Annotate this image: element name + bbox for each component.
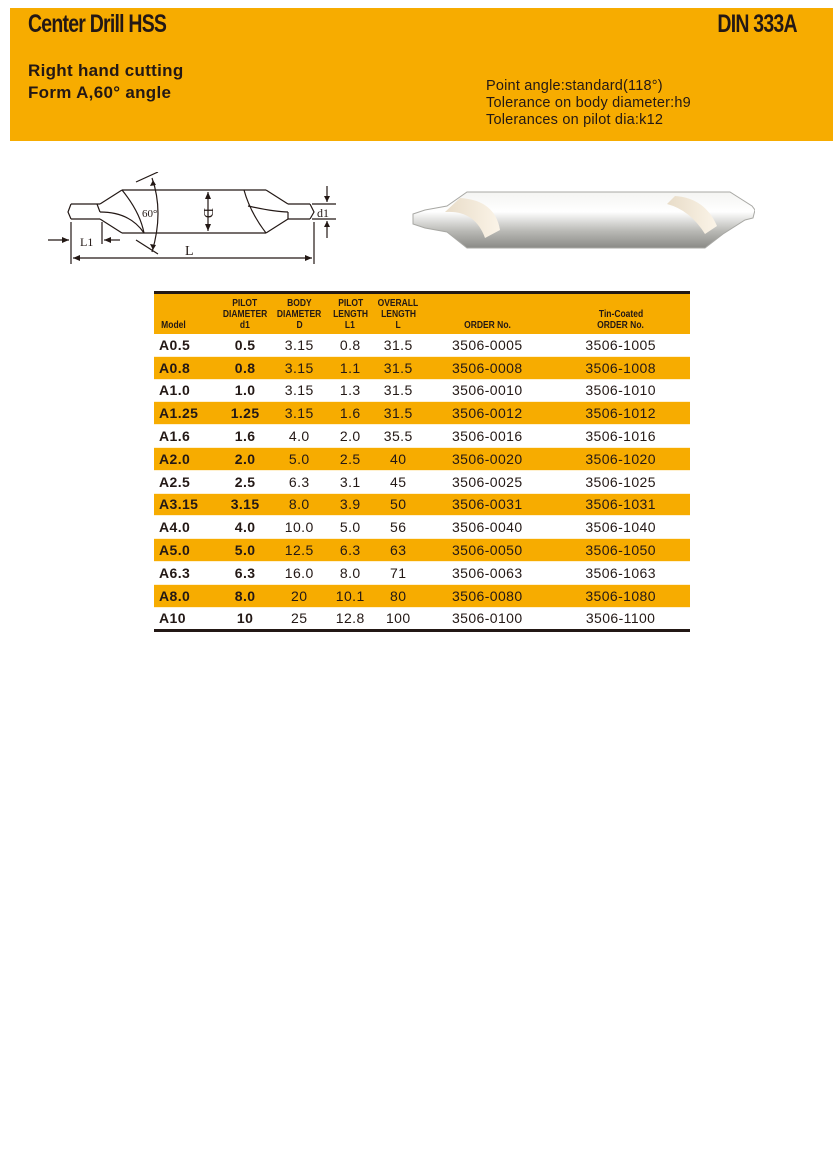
cell-overall-length: 31.5	[373, 402, 423, 425]
table-row	[154, 516, 690, 539]
cell-pilot-diameter: 8.0	[219, 584, 271, 607]
spec-line: Point angle:standard(118°)	[486, 78, 663, 94]
cell-order-no: 3506-0012	[423, 402, 551, 425]
cell-model: A6.3	[159, 564, 191, 581]
angle-label: 60°	[142, 208, 158, 220]
cell-model: A2.5	[159, 473, 191, 490]
cell-pilot-length: 1.1	[327, 356, 373, 379]
spec-line: Tolerances on pilot dia:k12	[486, 112, 664, 128]
pilot-length-label: L1	[80, 235, 94, 249]
cell-model: A0.8	[154, 356, 219, 379]
table-row	[154, 493, 690, 516]
body-diameter-label: D	[200, 208, 215, 219]
cell-order-no: 3506-0010	[451, 382, 523, 399]
table-row	[154, 561, 690, 584]
cell-overall-length: 40	[373, 447, 423, 470]
cell-pilot-length: 2.0	[339, 428, 361, 445]
col-header-model: Model	[154, 293, 219, 335]
cell-model: A5.0	[154, 539, 219, 562]
pilot-diameter-label: d1	[317, 206, 329, 220]
table-row	[154, 402, 690, 425]
cell-overall-length: 80	[373, 584, 423, 607]
cell-order-no: 3506-0080	[423, 584, 551, 607]
cell-pilot-diameter: 10	[236, 610, 254, 627]
col-header-body-diameter: BODY DIAMETER D	[271, 293, 327, 335]
cell-pilot-diameter: 1.6	[234, 428, 256, 445]
cell-overall-length: 35.5	[383, 428, 413, 445]
product-photo	[405, 190, 755, 250]
cell-overall-length: 50	[373, 493, 423, 516]
cell-tin-order-no: 3506-1040	[585, 519, 656, 536]
cell-pilot-length: 2.5	[327, 447, 373, 470]
table-row	[154, 584, 690, 607]
cell-tin-order-no: 3506-1005	[585, 336, 656, 353]
cell-tin-order-no: 3506-1008	[551, 356, 690, 379]
cell-pilot-diameter: 3.15	[219, 493, 271, 516]
technical-drawing	[40, 172, 340, 272]
cell-body-diameter: 6.3	[288, 473, 310, 490]
cell-pilot-length: 10.1	[327, 584, 373, 607]
cell-overall-length: 31.5	[373, 356, 423, 379]
cell-tin-order-no: 3506-1025	[585, 473, 656, 490]
table-header-row	[154, 293, 690, 335]
cell-order-no: 3506-0008	[423, 356, 551, 379]
cell-model: A1.6	[159, 428, 191, 445]
cell-order-no: 3506-0063	[451, 564, 523, 581]
cell-pilot-diameter: 0.8	[219, 356, 271, 379]
table-row	[154, 539, 690, 562]
cell-pilot-length: 3.9	[327, 493, 373, 516]
cell-pilot-diameter: 5.0	[219, 539, 271, 562]
cell-order-no: 3506-0025	[451, 473, 523, 490]
cell-pilot-diameter: 2.5	[234, 473, 256, 490]
cell-overall-length: 56	[390, 519, 407, 536]
cell-pilot-length: 8.0	[339, 564, 361, 581]
table-row	[154, 470, 690, 493]
table-row	[154, 356, 690, 379]
cell-order-no: 3506-0005	[451, 336, 523, 353]
spec-notes	[486, 78, 691, 129]
cell-model: A10	[159, 610, 186, 627]
cell-body-diameter: 12.5	[271, 539, 327, 562]
page-title: Center Drill HSS	[28, 10, 167, 38]
col-header-pilot-diameter: PILOT DIAMETER d1	[219, 293, 271, 335]
standard-label: DIN 333A	[717, 10, 797, 38]
cell-tin-order-no: 3506-1080	[551, 584, 690, 607]
cell-pilot-length: 6.3	[327, 539, 373, 562]
cell-body-diameter: 20	[271, 584, 327, 607]
cell-tin-order-no: 3506-1020	[551, 447, 690, 470]
cell-overall-length: 31.5	[383, 382, 413, 399]
cell-order-no: 3506-0016	[451, 428, 523, 445]
cell-pilot-length: 0.8	[339, 336, 361, 353]
cell-model: A0.5	[159, 336, 191, 353]
subtitle	[28, 60, 184, 104]
overall-length-label: L	[185, 244, 194, 259]
cell-model: A1.25	[154, 402, 219, 425]
cell-order-no: 3506-0020	[423, 447, 551, 470]
cell-pilot-length: 1.3	[339, 382, 361, 399]
spec-table	[154, 291, 690, 632]
cell-pilot-diameter: 4.0	[234, 519, 256, 536]
cell-overall-length: 100	[385, 610, 411, 627]
cell-model: A2.0	[154, 447, 219, 470]
cell-pilot-length: 5.0	[339, 519, 361, 536]
cell-tin-order-no: 3506-1100	[585, 610, 656, 627]
cell-pilot-diameter: 1.25	[219, 402, 271, 425]
cell-pilot-diameter: 6.3	[234, 564, 256, 581]
cell-tin-order-no: 3506-1010	[585, 382, 656, 399]
subtitle-line: Right hand cutting	[28, 61, 184, 80]
cell-overall-length: 45	[390, 473, 407, 490]
cell-pilot-diameter: 2.0	[219, 447, 271, 470]
table-row	[154, 447, 690, 470]
cell-pilot-length: 1.6	[327, 402, 373, 425]
cell-overall-length: 31.5	[383, 336, 413, 353]
cell-body-diameter: 16.0	[284, 564, 314, 581]
cell-pilot-length: 12.8	[335, 610, 365, 627]
cell-tin-order-no: 3506-1063	[585, 564, 656, 581]
col-header-tin-order-no: Tin-Coated ORDER No.	[551, 293, 690, 335]
subtitle-line: Form A,60° angle	[28, 83, 172, 102]
cell-order-no: 3506-0100	[451, 610, 523, 627]
col-header-pilot-length: PILOT LENGTH L1	[327, 293, 373, 335]
table-row	[154, 379, 690, 402]
col-header-overall-length: OVERALL LENGTH L	[373, 293, 423, 335]
cell-body-diameter: 3.15	[284, 336, 314, 353]
cell-pilot-diameter: 1.0	[234, 382, 256, 399]
cell-model: A4.0	[159, 519, 191, 536]
cell-body-diameter: 4.0	[288, 428, 310, 445]
cell-body-diameter: 5.0	[271, 447, 327, 470]
spec-line: Tolerance on body diameter:h9	[486, 95, 691, 111]
cell-body-diameter: 3.15	[271, 402, 327, 425]
cell-pilot-length: 3.1	[339, 473, 361, 490]
cell-body-diameter: 3.15	[284, 382, 314, 399]
cell-pilot-diameter: 0.5	[234, 336, 256, 353]
cell-overall-length: 63	[373, 539, 423, 562]
table-row	[154, 425, 690, 448]
cell-body-diameter: 25	[291, 610, 308, 627]
cell-tin-order-no: 3506-1012	[551, 402, 690, 425]
cell-body-diameter: 8.0	[271, 493, 327, 516]
cell-tin-order-no: 3506-1016	[585, 428, 656, 445]
cell-order-no: 3506-0050	[423, 539, 551, 562]
cell-model: A1.0	[159, 382, 191, 399]
cell-body-diameter: 10.0	[284, 519, 314, 536]
cell-order-no: 3506-0040	[451, 519, 523, 536]
col-header-order-no: ORDER No.	[423, 293, 551, 335]
table-row	[154, 607, 690, 631]
cell-tin-order-no: 3506-1031	[551, 493, 690, 516]
cell-order-no: 3506-0031	[423, 493, 551, 516]
cell-model: A3.15	[154, 493, 219, 516]
cell-body-diameter: 3.15	[271, 356, 327, 379]
cell-tin-order-no: 3506-1050	[551, 539, 690, 562]
cell-model: A8.0	[154, 584, 219, 607]
table-row	[154, 334, 690, 356]
cell-overall-length: 71	[390, 564, 407, 581]
